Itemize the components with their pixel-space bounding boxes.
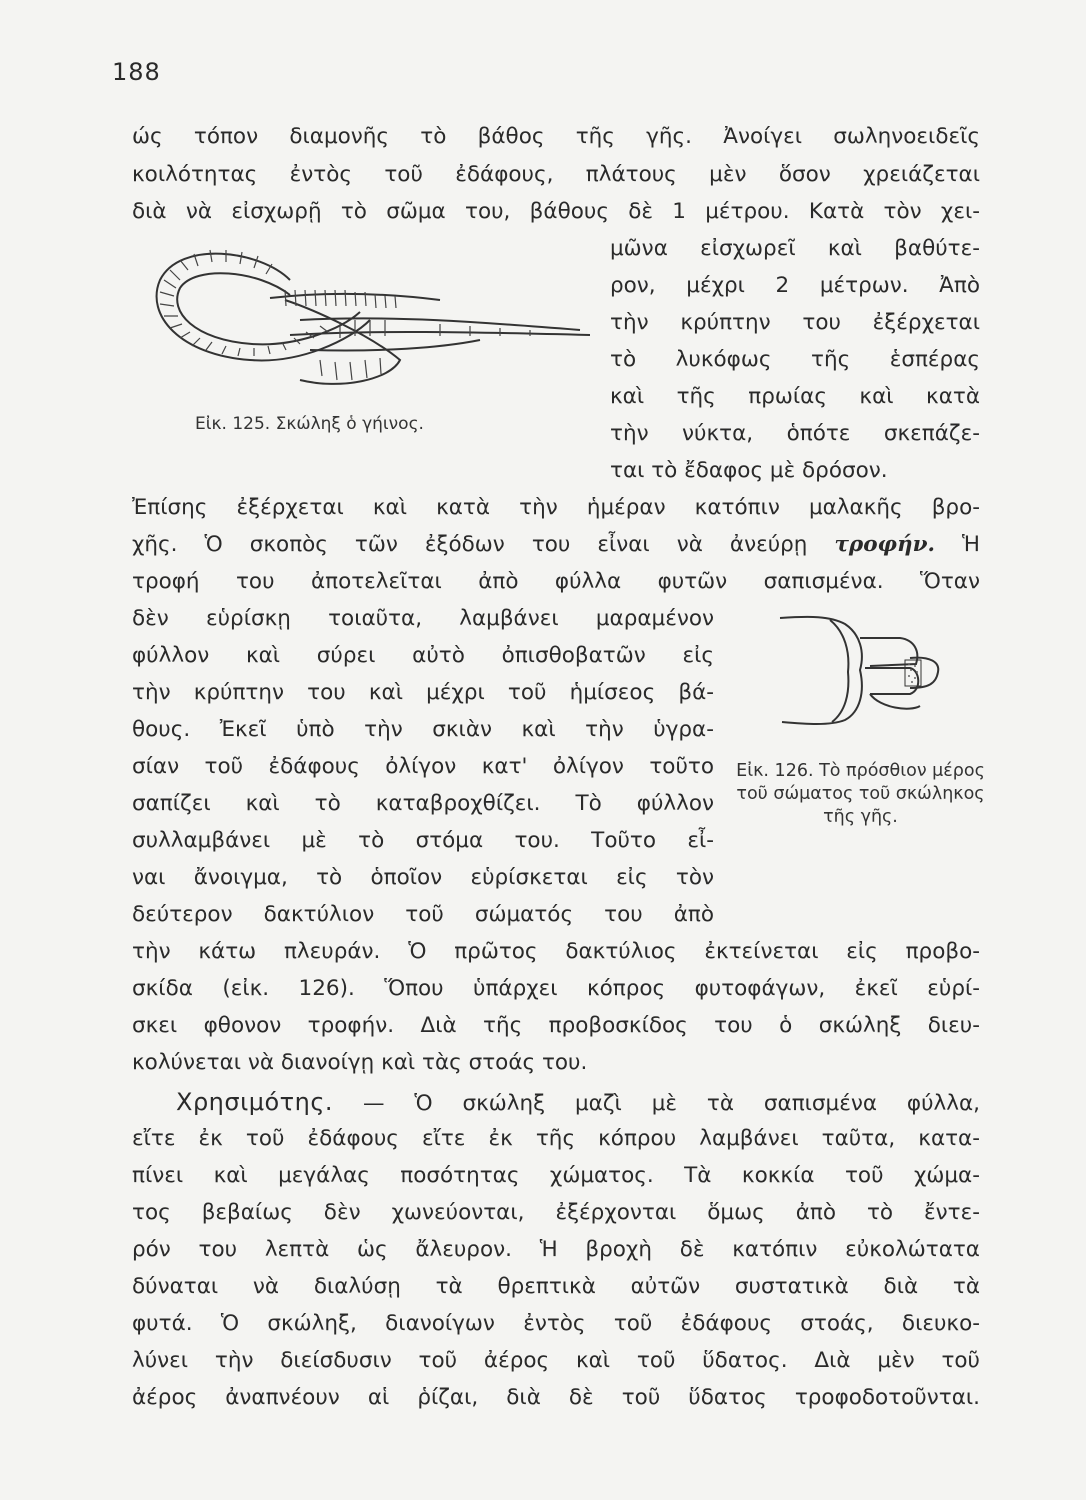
- text-line: φυτά. Ὁ σκώληξ, διανοίγων ἐντὸς τοῦ ἐδάφους στοάς, διευκο-: [132, 1311, 980, 1336]
- text-line: εἴτε ἐκ τοῦ ἐδάφους εἴτε ἐκ τῆς κόπρου λαμβάνει ταῦτα, κατα-: [132, 1126, 980, 1151]
- text-line: τος βεβαίως δὲν χωνεύονται, ἐξέρχονται ὅμως ἀπὸ τὸ ἔντε-: [132, 1200, 980, 1225]
- text-line: σίαν τοῦ ἐδάφους ὀλίγον κατ' ὀλίγον τοῦτο: [132, 754, 714, 779]
- figure-125-caption: Εἰκ. 125. Σκώληξ ὁ γήινος.: [195, 414, 424, 434]
- figure-126-caption: Εἰκ. 126. Τὸ πρόσθιον μέρος τοῦ σώματος τοῦ σκώληκος τῆς γῆς.: [736, 761, 985, 827]
- text-line: κολύνεται νὰ διανοίγῃ καὶ τὰς στοάς του.: [132, 1050, 588, 1075]
- page-number: 188: [112, 58, 161, 86]
- text-segment: — Ὁ σκώληξ μαζὶ μὲ τὰ σαπισμένα φύλλα,: [333, 1091, 980, 1116]
- emphasized-word: τροφήν.: [834, 532, 936, 557]
- text-line: θους. Ἐκεῖ ὑπὸ τὴν σκιὰν καὶ τὴν ὑγρα-: [132, 717, 714, 742]
- text-line: ρόν του λεπτὰ ὡς ἄλευρον. Ἡ βροχὴ δὲ κατόπιν εὐκολώτατα: [132, 1237, 980, 1262]
- text-line: [132, 534, 980, 556]
- text-line: φύλλον καὶ σύρει αὐτὸ ὀπισθοβατῶν εἰς: [132, 643, 714, 668]
- section-first-line: [176, 1090, 980, 1115]
- text-line: ρον, μέχρι 2 μέτρων. Ἀπὸ: [610, 273, 980, 298]
- text-line: δὲν εὑρίσκῃ τοιαῦτα, λαμβάνει μαραμένον: [132, 606, 714, 631]
- text-line: τὴν νύκτα, ὁπότε σκεπάζε-: [610, 421, 980, 446]
- text-line: κοιλότητας ἐντὸς τοῦ ἐδάφους, πλάτους μὲν ὅσον χρειάζεται: [132, 162, 980, 187]
- text-line: δεύτερον δακτύλιον τοῦ σώματός του ἀπὸ: [132, 902, 714, 927]
- text-line: ναι ἄνοιγμα, τὸ ὁποῖον εὑρίσκεται εἰς τὸν: [132, 865, 714, 890]
- text-line: τὴν κρύπτην του καὶ μέχρι τοῦ ἡμίσεος βά-: [132, 680, 714, 705]
- section-heading: Χρησιμότης.: [176, 1088, 334, 1116]
- worm-head-figure: [770, 612, 960, 732]
- text-line: συλλαμβάνει μὲ τὸ στόμα του. Τοῦτο εἶ-: [132, 828, 714, 853]
- text-line: λύνει τὴν διείσδυσιν τοῦ ἀέρος καὶ τοῦ ὕδατος. Διὰ μὲν τοῦ: [132, 1348, 980, 1373]
- text-line: μῶνα εἰσχωρεῖ καὶ βαθύτε-: [610, 236, 980, 261]
- text-line: τὴν κάτω πλευράν. Ὁ πρῶτος δακτύλιος ἐκτείνεται εἰς προβο-: [132, 939, 980, 964]
- text-line: σκει φθονον τροφήν. Διὰ τῆς προβοσκίδος του ὁ σκώληξ διευ-: [132, 1013, 980, 1038]
- text-line: καὶ τῆς πρωίας καὶ κατὰ: [610, 384, 980, 409]
- text-line: διὰ νὰ εἰσχωρῇ τὸ σῶμα του, βάθους δὲ 1 μέτρου. Κατὰ τὸν χει-: [132, 199, 980, 224]
- text-line: Ἐπίσης ἐξέρχεται καὶ κατὰ τὴν ἡμέραν κατόπιν μαλακῆς βρο-: [132, 495, 980, 520]
- text-segment: Ἡ: [935, 532, 980, 557]
- earthworm-figure: [140, 240, 600, 400]
- text-line: πίνει καὶ μεγάλας ποσότητας χώματος. Τὰ κοκκία τοῦ χώμα-: [132, 1163, 980, 1188]
- text-line: ώς τόπον διαμονῆς τὸ βάθος τῆς γῆς. Ἀνοίγει σωληνοειδεῖς: [132, 124, 980, 149]
- text-line: ται τὸ ἔδαφος μὲ δρόσον.: [610, 458, 888, 483]
- text-line: ἀέρος ἀναπνέουν αἱ ῥίζαι, διὰ δὲ τοῦ ὕδατος τροφοδοτοῦνται.: [132, 1385, 980, 1410]
- text-segment: χῆς. Ὁ σκοπὸς τῶν ἐξόδων του εἶναι νὰ ἀνεύρῃ: [132, 532, 835, 557]
- text-line: τροφή του ἀποτελεῖται ἀπὸ φύλλα φυτῶν σαπισμένα. Ὅταν: [132, 569, 980, 594]
- text-line: τὴν κρύπτην του ἐξέρχεται: [610, 310, 980, 335]
- text-line: δύναται νὰ διαλύσῃ τὰ θρεπτικὰ αὐτῶν συστατικὰ διὰ τὰ: [132, 1274, 980, 1299]
- text-line: σαπίζει καὶ τὸ καταβροχθίζει. Τὸ φύλλον: [132, 791, 714, 816]
- text-line: τὸ λυκόφως τῆς ἑσπέρας: [610, 347, 980, 372]
- text-line: σκίδα (εἰκ. 126). Ὅπου ὑπάρχει κόπρος φυτοφάγων, ἐκεῖ εὑρί-: [132, 976, 980, 1001]
